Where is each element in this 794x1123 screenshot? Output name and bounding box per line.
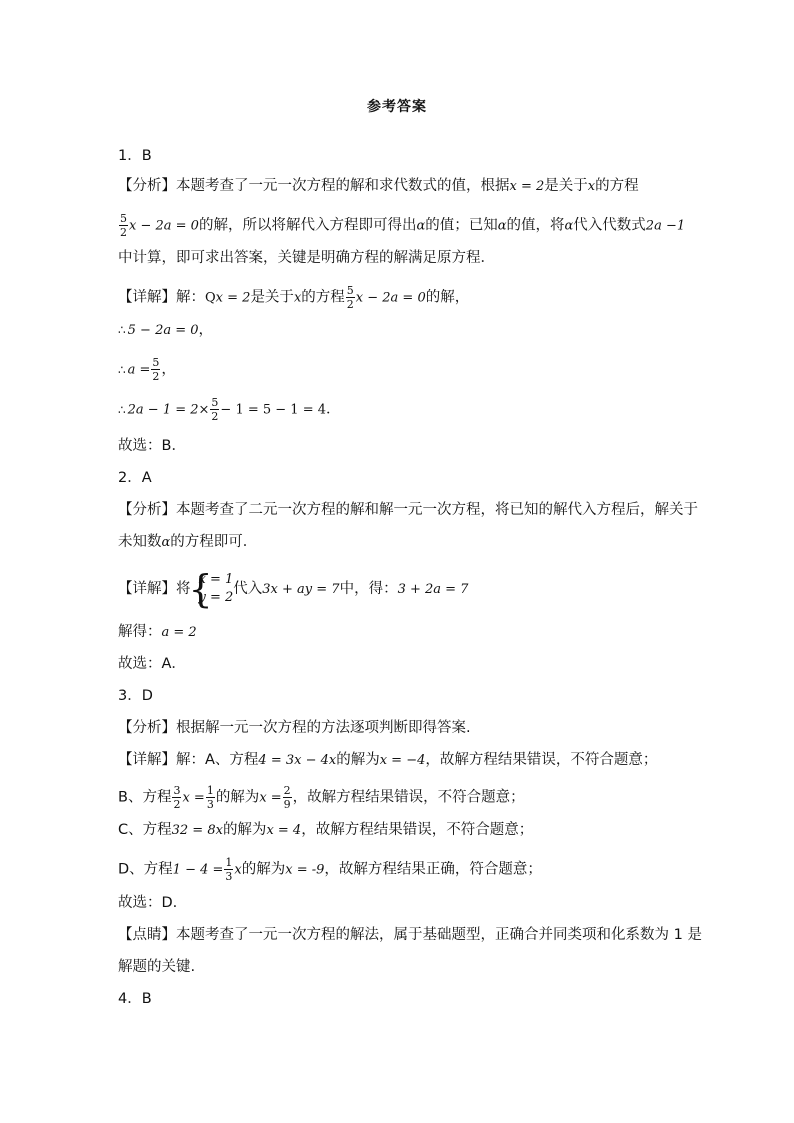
q3-comment-line1: 【点睛】本题考查了一元一次方程的解法，属于基础题型，正确合并同类项和化系数为 1 是 xyxy=(118,927,702,943)
page-title: 参考答案 xyxy=(367,99,427,115)
q3-option-b: B、方程 $\frac{3}{2}$ x = $\frac{1}{3}$ 的解为x = $\frac{2}{9}$ ，故解方程结果错误，不符合题意； xyxy=(118,784,525,811)
q3-option-c: C、方程32 = 8x的解为x = 4，故解方程结果错误，不符合题意； xyxy=(118,822,534,838)
q1-answer: 1．B xyxy=(118,148,152,164)
q3-option-d: D、方程1 − 4 = $\frac{1}{3}$ x的解为x = -9，故解方程结果正确，符合题意； xyxy=(118,856,542,883)
q3-comment-line2: 解题的关键. xyxy=(118,959,196,975)
q3-choose: 故选：D. xyxy=(118,895,178,911)
q1-analysis-line1: 【分析】本题考查了一元一次方程的解和求代数式的值，根据x = 2是关于x的方程 xyxy=(118,178,639,194)
q2-detail: 【详解】将 { x = 1 y = 2 代入3x + ay = 7中，得：3 + 2a = 7 xyxy=(118,567,468,612)
q1-analysis-line2: $\frac{5}{2}$ x − 2a = 0的解，所以将解代入方程即可得出α的值；已知α的值，将α代入代数式2a −1 xyxy=(120,212,686,239)
q3-analysis: 【分析】根据解一元一次方程的方法逐项判断即得答案. xyxy=(118,720,471,736)
q1-detail: 【详解】解：Qx = 2是关于x的方程 $\frac{5}{2}$ x − 2a = 0的解， xyxy=(118,284,470,311)
q2-equation-system: { x = 1 y = 2 xyxy=(191,571,234,607)
q1-analysis-line3: 中计算，即可求出答案，关键是明确方程的解满足原方程． xyxy=(118,250,495,266)
q2-choose: 故选：A． xyxy=(118,656,186,672)
q1-step2: ∴ a = $\frac{5}{2}$ ， xyxy=(118,356,176,383)
q2-answer: 2．A xyxy=(118,470,152,486)
q3-option-a: 【详解】解：A、方程4 = 3x − 4x的解为x = −4，故解方程结果错误，不符合题意； xyxy=(118,752,658,768)
q2-analysis-line2: 未知数α的方程即可． xyxy=(118,534,258,550)
q2-analysis-line1: 【分析】本题考查了二元一次方程的解和解一元一次方程，将已知的解代入方程后，解关于 xyxy=(118,502,698,518)
q1-choose: 故选：B． xyxy=(118,438,186,454)
q4-answer: 4．B xyxy=(118,991,152,1007)
q3-answer: 3．D xyxy=(118,688,153,704)
q2-solve: 解得：a = 2 xyxy=(118,624,197,640)
q1-step1: ∴ 5 − 2a = 0， xyxy=(118,322,214,338)
q1-step3: ∴ 2a − 1 = 2× $\frac{5}{2}$ − 1 = 5 − 1 = 4． xyxy=(118,396,341,423)
